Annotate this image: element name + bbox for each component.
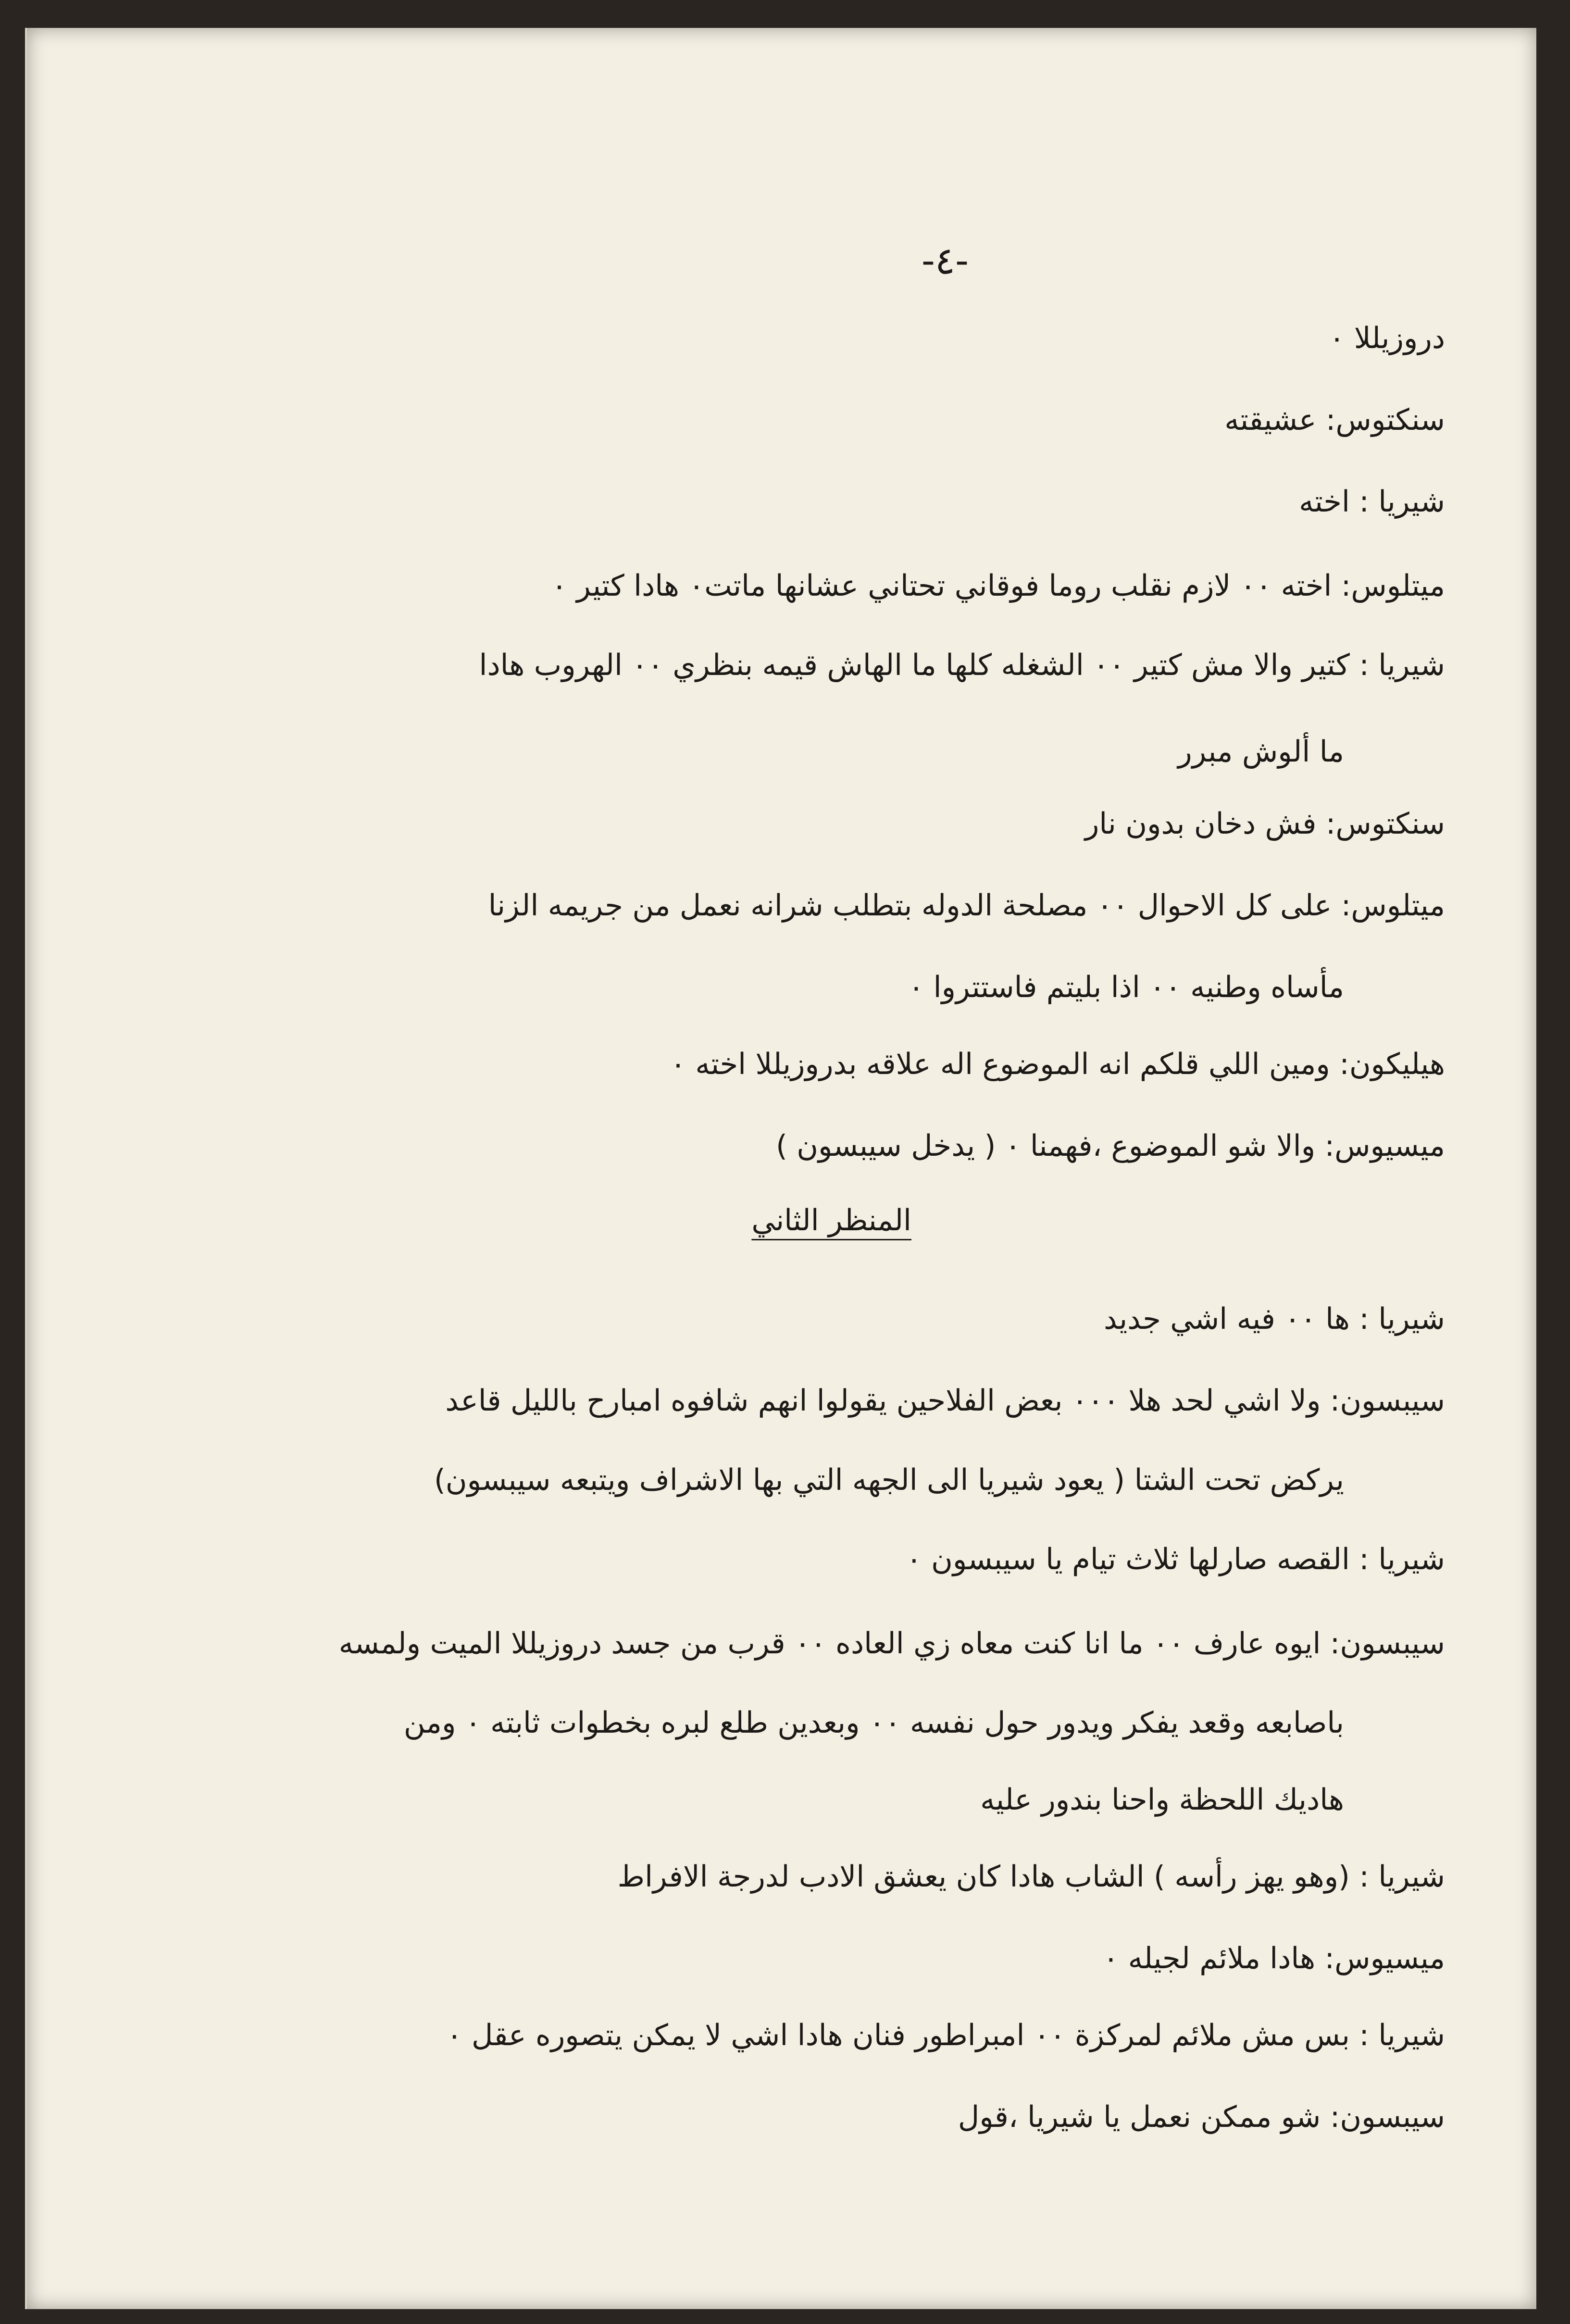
script-line: شيريا : كتير والا مش كتير ٠٠ الشغله كلها ما الهاش قيمه بنظري ٠٠ الهروب هادا: [479, 648, 1445, 682]
script-line: سيبسون: ولا اشي لحد هلا ٠٠٠ بعض الفلاحين يقولوا انهم شافوه امبارح بالليل قاعد: [445, 1384, 1445, 1418]
script-line: ميسيوس: هادا ملائم لجيله ٠: [1103, 1941, 1445, 1975]
script-line: شيريا : اخته: [1299, 485, 1445, 519]
script-line: دروزيللا ٠: [1329, 321, 1445, 355]
script-line: هيليكون: ومين اللي قلكم انه الموضوع اله علاقه بدروزيللا اخته ٠: [670, 1047, 1445, 1081]
script-line: شيريا : القصه صارلها ثلاث تيام يا سيبسون ٠: [906, 1542, 1445, 1576]
script-line: ميتلوس: على كل الاحوال ٠٠ مصلحة الدوله بتطلب شرانه نعمل من جريمه الزنا: [488, 888, 1445, 923]
script-line: ما ألوش مبرر: [1178, 735, 1344, 769]
script-line: سنكتوس: فش دخان بدون نار: [1084, 807, 1445, 841]
script-line: سيبسون: ايوه عارف ٠٠ ما انا كنت معاه زي العاده ٠٠ قرب من جسد دروزيللا الميت ولمسه: [338, 1626, 1445, 1661]
script-line: ميتلوس: اخته ٠٠ لازم نقلب روما فوقاني تحتاني عشانها ماتت٠ هادا كتير ٠: [551, 569, 1445, 603]
script-line: شيريا : بس مش ملائم لمركزة ٠٠ امبراطور فنان هادا اشي لا يمكن يتصوره عقل ٠: [446, 2018, 1445, 2052]
page-number: -٤-: [921, 239, 969, 283]
script-line: مأساه وطنيه ٠٠ اذا بليتم فاستتروا ٠: [908, 970, 1344, 1004]
script-line: شيريا : (وهو يهز رأسه ) الشاب هادا كان يعشق الادب لدرجة الافراط: [617, 1860, 1445, 1894]
script-line: سنكتوس: عشيقته: [1224, 403, 1445, 437]
document-page: [25, 28, 1536, 2309]
script-line: باصابعه وقعد يفكر ويدور حول نفسه ٠٠ وبعدين طلع لبره بخطوات ثابته ٠ ومن: [403, 1706, 1344, 1740]
script-line: ميسيوس: والا شو الموضوع ،فهمنا ٠ ( يدخل سيبسون ): [776, 1129, 1445, 1163]
script-line: شيريا : ها ٠٠ فيه اشي جديد: [1104, 1302, 1445, 1336]
script-line: يركض تحت الشتا ( يعود شيريا الى الجهه التي بها الاشراف ويتبعه سيبسون): [434, 1463, 1344, 1497]
script-line: هاديك اللحظة واحنا بندور عليه: [980, 1783, 1344, 1817]
scene-title: المنظر الثاني: [751, 1203, 911, 1237]
script-line: سيبسون: شو ممكن نعمل يا شيريا ،قول: [958, 2100, 1445, 2134]
